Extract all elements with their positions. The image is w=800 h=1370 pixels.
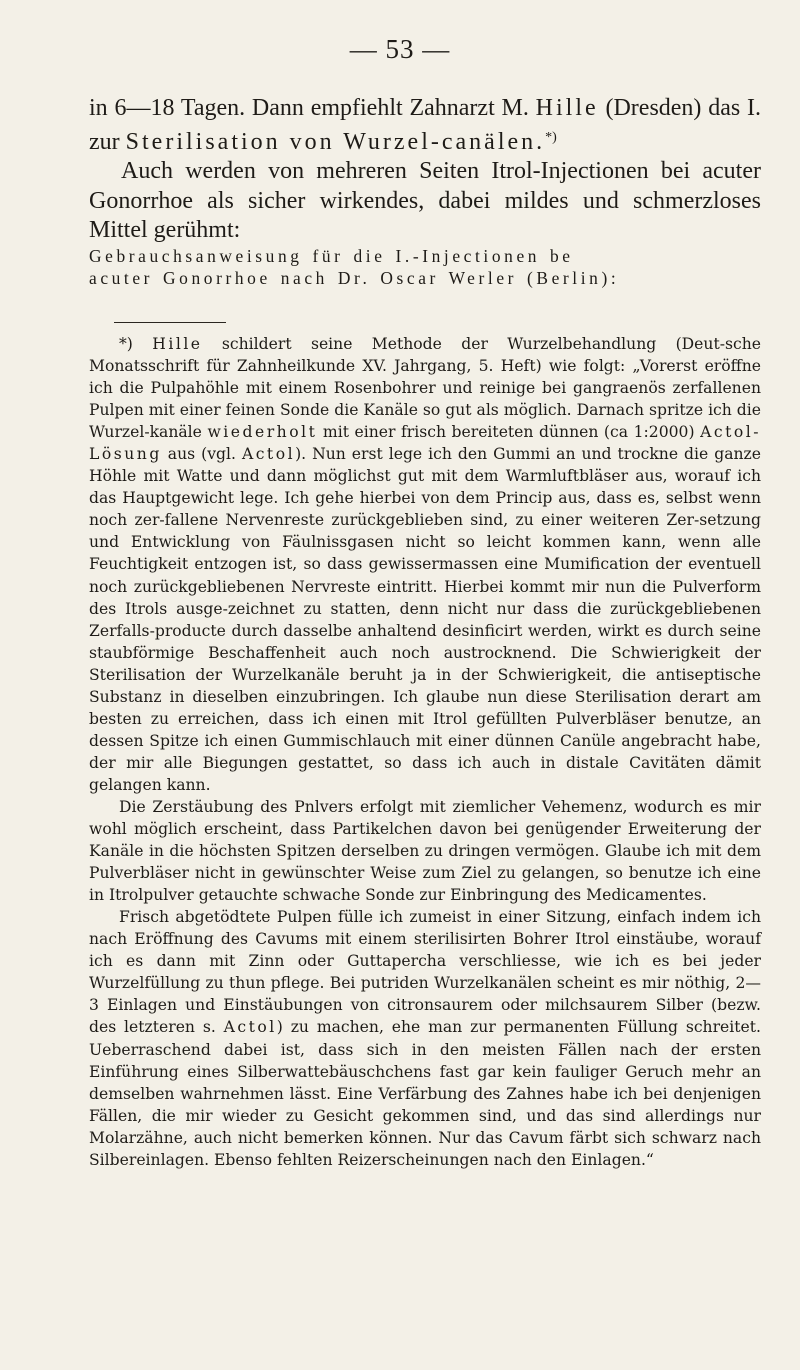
instructions-line-1: Gebrauchsanweisung für die I.-Injectionen be <box>89 246 574 267</box>
author-name-hille: Hille <box>535 95 599 121</box>
footnote-text: Frisch abgetödtete Pulpen fülle ich zumeist in einer Sitzung, einfach indem ich nach Eröffnung des Cavums mit einem sterilisirten Bohrer Itrol einstäube, worauf ich es dann mit Zinn oder Guttapercha verschliesse, wie ich es bei jeder Wurzelfüllung zu thun pflege. Bei putriden Wurzelkanälen scheint es mir nöthig, 2—3 Einlagen und Einstäubungen von citronsaurem oder milchsaurem Silber (bezw. des letzteren s. <box>89 908 761 1037</box>
footnote-text: aus (vgl. <box>161 445 242 464</box>
footnote-paragraph-3 <box>89 906 761 1171</box>
footnote-text: ). Nun erst lege ich den Gummi an und trockne die ganze Höhle mit Watte und dann möglichst gut mit dem Warmluftbläser aus, worauf ich das Hauptgewicht lege. Ich gehe hierbei von dem Princip aus, dass es, selbst wenn noch zer-fallene Nervenreste zurückgeblieben sind, zu einer weiteren Zer-setzung und Entwicklung von Fäulnissgasen nicht so leicht kommen kann, wenn alle Feuchtigkeit entzogen ist, so dass gewissermassen eine Mumification der eventuell noch zurückgebliebenen Nervreste eintritt. Hierbei kommt mir nun die Pulverform des Itrols ausge-zeichnet zu statten, denn nicht nur dass die zurückgebliebenen Zerfalls-producte durch dasselbe anhaltend desinficirt werden, wirkt es durch seine staubförmige Beschaffenheit auch noch austrocknend. Die Schwierigkeit der Sterilisation der Wurzelkanäle beruht ja in der Schwierigkeit, die antiseptische Substanz in dieselben einzubringen. Ich glaube nun diese Sterilisation derart am besten zu erreichen, dass ich einen mit Itrol gefüllten Pulverbläser benutze, an dessen Spitze ich einen Gummischlauch mit einer dünnen Canüle angebracht habe, der mir alle Biegungen gestattet, so dass ich auch in distale Cavitäten dämit gelangen kann. <box>89 445 761 794</box>
main-paragraph-1 <box>89 94 761 157</box>
emphasis-actol: Actol <box>241 445 296 464</box>
page-number: — 53 — <box>349 34 451 64</box>
main-text <box>89 94 761 289</box>
main-paragraph-2: Auch werden von mehreren Seiten Itrol-Injectionen bei acuter Gonorrhoe als sicher wirkendes, dabei mildes und schmerzloses Mittel gerühmt: <box>89 158 761 243</box>
author-name-werler: Oscar Werler <box>380 268 518 289</box>
footnote-divider <box>114 322 226 323</box>
instructions-text: acuter Gonorrhoe nach Dr. <box>89 268 381 289</box>
footnote-author-hille: Hille <box>152 335 203 353</box>
main-line-text: in 6—18 Tagen. Dann empfiehlt Zahnarzt M. <box>89 95 536 121</box>
main-line-text: (Dresden) das I. zur <box>89 95 761 156</box>
footnote-reference: *) <box>545 130 557 146</box>
footnote-text: schildert seine Methode der Wurzelbehandlung (Deut-sche Monatsschrift für Zahnheilkunde XV. Jahrgang, 5. Heft) wie folgt: „Vorerst eröffne ich die Pulpahöhle mit einem Rosenbohrer und reinige bei gangraenös zerfallenen Pulpen mit einer feinen Sonde die Kanäle so gut als möglich. Darnach spritze ich die Wurzel-kanäle <box>89 335 761 442</box>
emphasis-wiederholt: wiederholt <box>207 423 318 442</box>
instructions-line-2 <box>89 267 761 289</box>
footnote-marker: *) <box>119 335 133 353</box>
instructions-text: (Berlin): <box>517 268 620 289</box>
footnote-paragraph-2: Die Zerstäubung des Pnlvers erfolgt mit ziemlicher Vehemenz, wodurch es mir wohl möglich erscheint, dass Partikelchen davon bei genügender Erweiterung der Kanäle in die höchsten Spitzen derselben zu dringen vermögen. Glaube ich mit dem Pulverbläser nicht in gewünschter Weise zum Ziel zu gelangen, so benutze ich eine in Itrolpulver getauchte schwache Sonde zur Einbringung des Medicamentes. <box>89 797 761 905</box>
sterilisation-heading: Sterilisation von Wurzel-canälen. <box>125 129 546 156</box>
emphasis-actol-loesung: Actol-Lösung <box>89 423 761 464</box>
footnote-paragraph-1 <box>89 333 761 796</box>
emphasis-actol: Actol <box>223 1018 277 1037</box>
footnote-text: ) zu machen, ehe man zur permanenten Füllung schreitet. Ueberraschend dabei ist, dass sich in den meisten Fällen nach der ersten Einführung eines Silberwattebäuschchens fast gar kein fauliger Geruch mehr an demselben wahrnehmen lässt. Eine Verfärbung des Zahnes habe ich bei denjenigen Fällen, die mir wieder zu Gesicht gekommen sind, und das sind allerdings nur Molarzähne, auch nicht bemerken können. Nur das Cavum färbt sich schwarz nach Silbereinlagen. Ebenso fehlten Reizerscheinungen nach den Einlagen.“ <box>89 1018 761 1169</box>
footnote <box>89 333 761 1171</box>
footnote-text: mit einer frisch bereiteten dünnen (ca 1:2000) <box>317 423 701 442</box>
